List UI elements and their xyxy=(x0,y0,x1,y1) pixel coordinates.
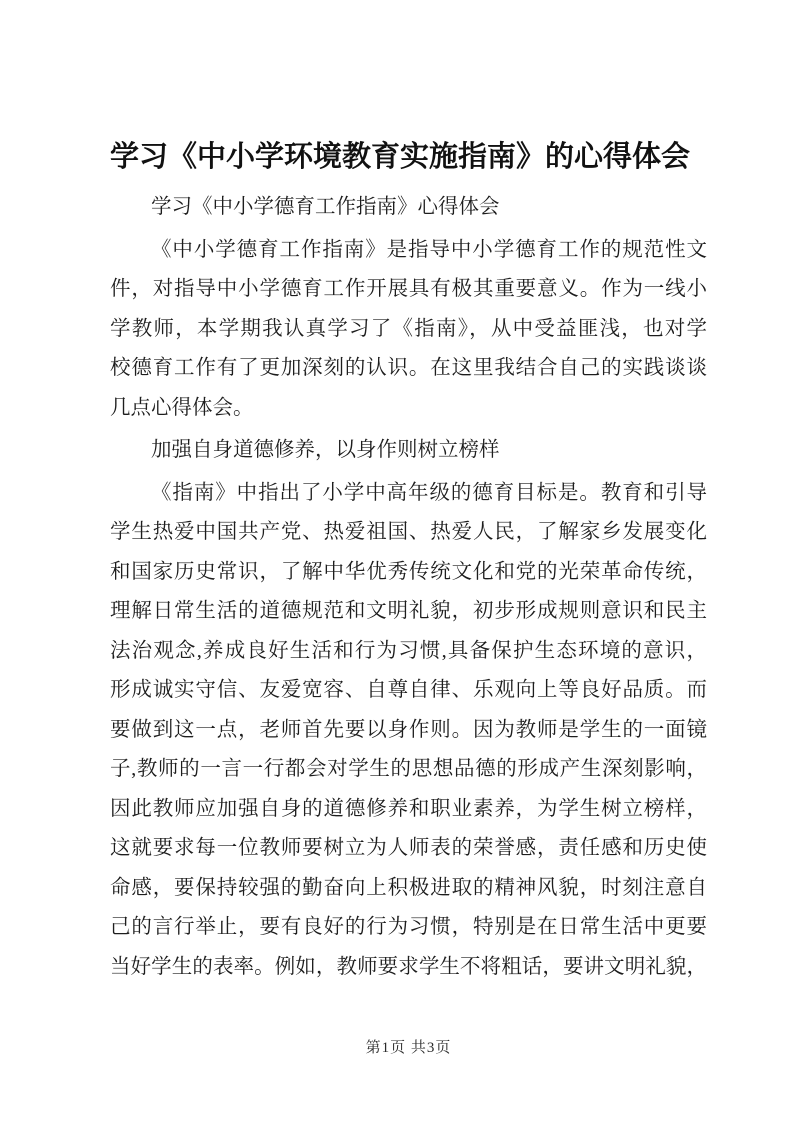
text-line: 己的言行举止，要有良好的行为习惯，特别是在日常生活中更要 xyxy=(110,916,707,938)
text-line: 子,教师的一言一行都会对学生的思想品德的形成产生深刻影响， xyxy=(110,758,707,780)
text-line: 学习《中小学德育工作指南》心得体会 xyxy=(151,196,500,218)
text-line: 加强自身道德修养，以身作则树立榜样 xyxy=(151,439,500,461)
text-line: 这就要求每一位教师要树立为人师表的荣誉感，责任感和历史使 xyxy=(110,837,707,859)
text-line: 命感，要保持较强的勤奋向上积极进取的精神风貌，时刻注意自 xyxy=(110,876,707,899)
document-content xyxy=(110,140,707,987)
text-line: 件，对指导中小学德育工作开展具有极其重要意义。作为一线小 xyxy=(110,278,707,300)
text-line: 要做到这一点，老师首先要以身作则。因为教师是学生的一面镜 xyxy=(110,718,707,741)
text-line: 《指南》中指出了小学中高年级的德育目标是。教育和引导 xyxy=(151,481,707,504)
text-line: 当好学生的表率。例如，教师要求学生不将粗话，要讲文明礼貌， xyxy=(110,955,707,978)
document-title: 学习《中小学环境教育实施指南》的心得体会 xyxy=(110,141,691,173)
text-line: 《中小学德育工作指南》是指导中小学德育工作的规范性文 xyxy=(151,238,707,261)
text-line: 形成诚实守信、友爱宽容、自尊自律、乐观向上等良好品质。而 xyxy=(110,679,707,701)
text-line: 和国家历史常识，了解中华优秀传统文化和党的光荣革命传统， xyxy=(110,560,707,583)
paragraph xyxy=(110,188,707,228)
text-line: 因此教师应加强自身的道德修养和职业素养，为学生树立榜样， xyxy=(110,797,707,820)
document-body xyxy=(110,188,707,987)
text-line: 学生热爱中国共产党、热爱祖国、热爱人民，了解家乡发展变化 xyxy=(110,521,707,543)
paragraph xyxy=(110,431,707,471)
text-line: 校德育工作有了更加深刻的认识。在这里我结合自己的实践谈谈 xyxy=(110,357,707,379)
paragraph xyxy=(110,474,707,988)
paragraph xyxy=(110,231,707,429)
page-number-text: 第1页 共3页 xyxy=(365,1040,452,1056)
text-line: 学教师，本学期我认真学习了《指南》，从中受益匪浅，也对学 xyxy=(110,317,707,340)
text-line: 理解日常生活的道德规范和文明礼貌，初步形成规则意识和民主 xyxy=(110,600,707,622)
text-line: 几点心得体会。 xyxy=(110,396,254,419)
text-line: 法治观念,养成良好生活和行为习惯,具备保护生态环境的意识， xyxy=(110,639,707,662)
page-footer xyxy=(110,1036,707,1057)
